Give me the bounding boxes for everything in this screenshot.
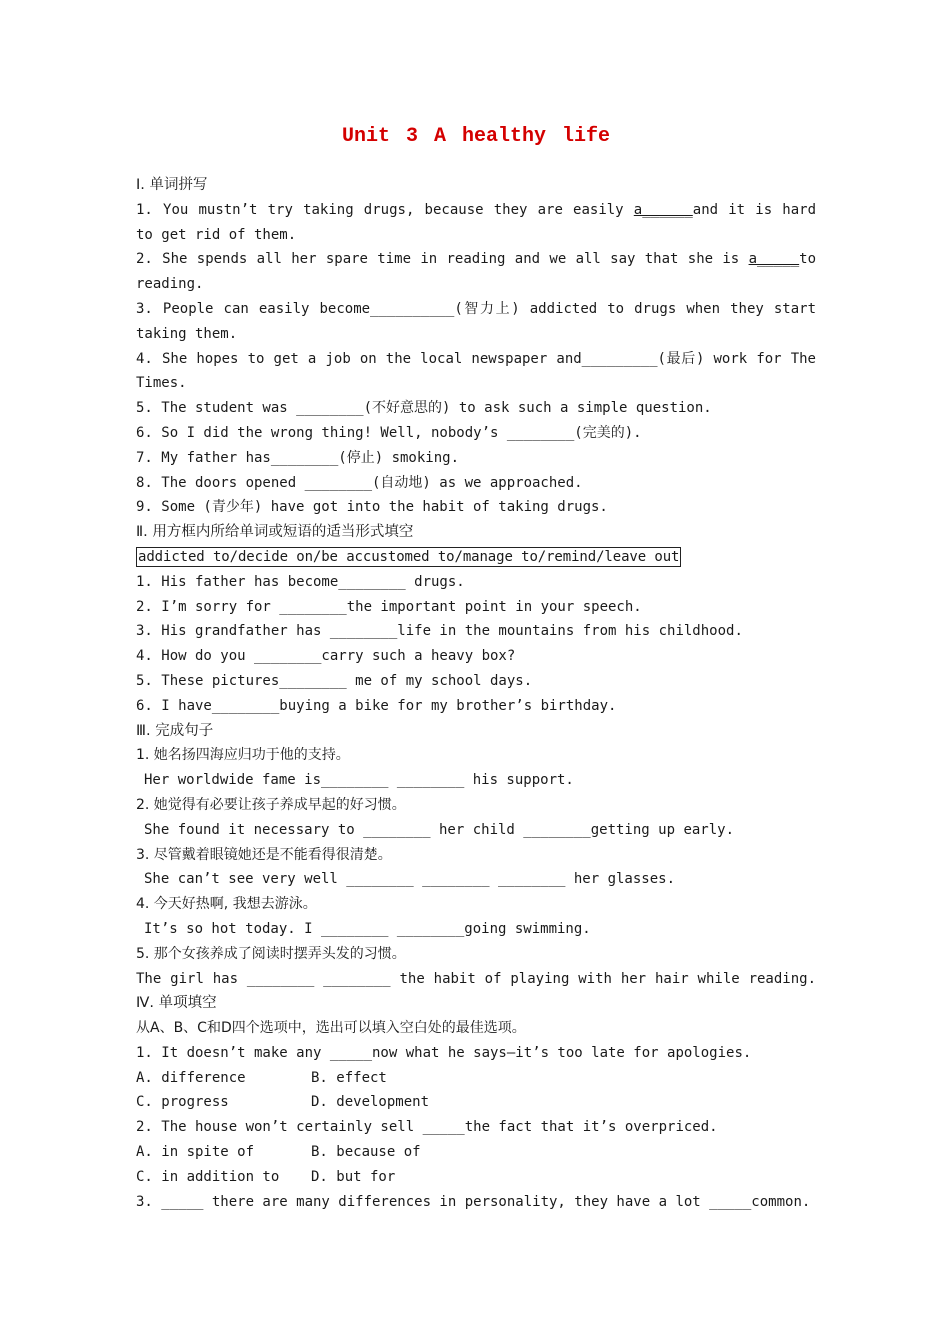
s2-item-5: 5. These pictures________ me of my school days. [136,672,533,689]
s3-item-1-en: Her worldwide fame is________ ________ his support. [144,772,574,789]
s1-item-6: 6. So I did the wrong thing! Well, nobody’s ________(完美的). [136,424,642,441]
s2-item-2: 2. I’m sorry for ________the important point in your speech. [136,598,642,615]
s4-q2-options-cd [136,1165,816,1190]
s4-q1-stem: 1. It doesn’t make any _____now what he says—it’s too late for apologies. [136,1044,752,1061]
s3-item-5-zh: 5. 那个女孩养成了阅读时摆弄头发的习惯。 [136,945,406,962]
s1-item-3-cont: taking them. [136,325,238,342]
s4-q2-option-a: A. in spite of [136,1144,255,1161]
s4-q2-option-d: D. but for [311,1168,396,1185]
s2-item-4: 4. How do you ________carry such a heavy box? [136,648,516,665]
s1-item-1-hint: a______ [633,201,693,218]
s1-item-3: 3. People can easily become__________(智力上) addicted to drugs when they start [136,300,816,317]
s1-item-1-cont: to get rid of them. [136,226,297,243]
s1-item-2-hint: a_____ [748,251,800,268]
s3-item-5-en: The girl has ________ ________ the habit of playing with her hair while reading. [136,970,816,987]
s2-item-1: 1. His father has become________ drugs. [136,573,465,590]
s4-q3-stem: 3. _____ there are many differences in personality, they have a lot _____common. [136,1193,811,1210]
s4-q1-options-ab [136,1066,816,1091]
s4-q1-option-c: C. progress [136,1094,229,1111]
s4-q2-options-ab [136,1140,816,1165]
section1-heading: Ⅰ. 单词拼写 [136,177,208,193]
s1-item-2: 2. She spends all her spare time in reading and we all say that she is a_____to [136,251,816,268]
s3-item-3-zh: 3. 尽管戴着眼镜她还是不能看得很清楚。 [136,846,392,863]
s4-q1-option-a: A. difference [136,1069,246,1086]
s4-q2-stem: 2. The house won’t certainly sell _____the fact that it’s overpriced. [136,1119,718,1136]
s1-item-9: 9. Some (青少年) have got into the habit of taking drugs. [136,499,608,516]
s1-item-7: 7. My father has________(停止) smoking. [136,449,460,466]
s4-q2-option-c: C. in addition to [136,1168,280,1185]
s1-item-5: 5. The student was ________(不好意思的) to ask such a simple question. [136,400,712,417]
section2-heading: Ⅱ. 用方框内所给单词或短语的适当形式填空 [136,524,414,541]
word-box: addicted to/decide on/be accustomed to/manage to/remind/leave out [138,548,680,565]
s1-item-4-cont: Times. [136,375,187,392]
s2-item-6: 6. I have________buying a bike for my brother’s birthday. [136,697,617,714]
section4-heading: Ⅳ. 单项填空 [136,995,217,1012]
s1-item-2-cont: reading. [136,276,204,293]
s3-item-4-zh: 4. 今天好热啊, 我想去游泳。 [136,896,317,913]
s3-item-2-en: She found it necessary to ________ her child ________getting up early. [144,821,735,838]
s4-q2-option-b: B. because of [311,1144,421,1161]
s4-q1-option-d: D. development [311,1094,430,1111]
s3-item-1-zh: 1. 她名扬四海应归功于他的支持。 [136,747,350,764]
page-title: Unit 3 A healthy life [341,125,611,148]
s3-item-2-zh: 2. 她觉得有必要让孩子养成早起的好习惯。 [136,796,406,813]
s3-item-3-en: She can’t see very well ________ ________ ________ her glasses. [144,871,676,888]
s4-q1-option-b: B. effect [311,1069,387,1086]
s4-instruction: 从A、B、C和D四个选项中，选出可以填入空白处的最佳选项。 [136,1020,526,1037]
s1-item-4: 4. She hopes to get a job on the local newspaper and_________(最后) work for The [136,350,816,367]
worksheet-page [136,120,816,1214]
s4-q1-options-cd [136,1090,816,1115]
s1-item-1: 1. You mustn’t try taking drugs, because they are easily a______and it is hard [136,201,816,218]
section3-heading: Ⅲ. 完成句子 [136,722,214,739]
s1-item-8: 8. The doors opened ________(自动地) as we approached. [136,474,583,491]
s3-item-4-en: It’s so hot today. I ________ ________going swimming. [144,920,591,937]
s2-item-3: 3. His grandfather has ________life in the mountains from his childhood. [136,623,743,640]
